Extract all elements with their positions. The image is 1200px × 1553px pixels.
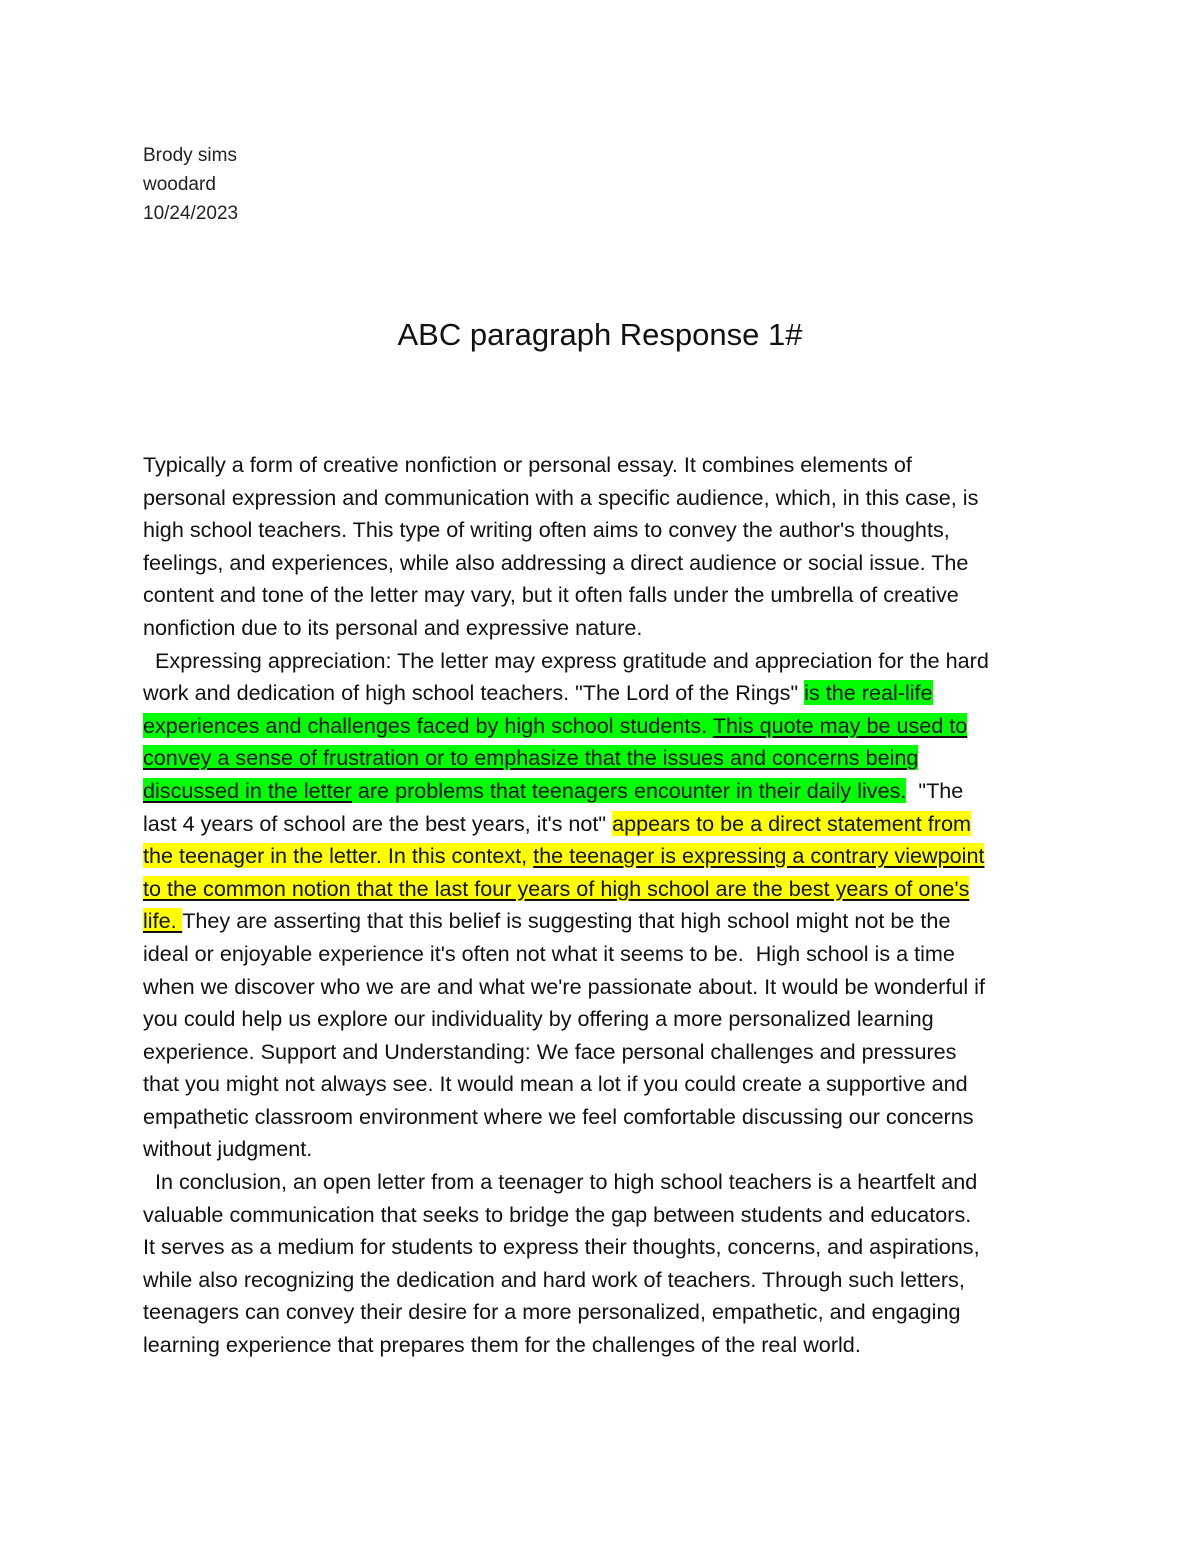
body-text-run: valuable communication that seeks to bridge the gap between students and educators. xyxy=(143,1201,972,1227)
body-line xyxy=(143,905,1073,938)
body-line xyxy=(143,742,1073,775)
body-line xyxy=(143,710,1073,743)
body-text-run: nonfiction due to its personal and expressive nature. xyxy=(143,614,643,640)
body-line xyxy=(143,547,1073,580)
green-highlight-text: This quote may be used to xyxy=(712,712,968,738)
body-line xyxy=(143,1133,1073,1166)
body-text-run: Expressing appreciation: The letter may express gratitude and appreciation for the hard xyxy=(143,647,989,673)
body-text-run: you could help us explore our individuality by offering a more personalized learning xyxy=(143,1006,934,1032)
green-highlight-text: are problems that teenagers encounter in their daily lives. xyxy=(351,777,907,803)
body-text-run: teenagers can convey their desire for a more personalized, empathetic, and engaging xyxy=(143,1299,961,1325)
body-line xyxy=(143,514,1073,547)
teacher-name: woodard xyxy=(143,174,216,195)
body-line xyxy=(143,1101,1073,1134)
body-line xyxy=(143,1068,1073,1101)
body-line xyxy=(143,1231,1073,1264)
body-text-run: Typically a form of creative nonfiction or personal essay. It combines elements of xyxy=(143,452,912,477)
body-line xyxy=(143,1296,1073,1329)
body-line xyxy=(143,1003,1073,1036)
body-text-run: experience. Support and Understanding: We face personal challenges and pressures xyxy=(143,1038,957,1064)
body-text-run: work and dedication of high school teachers. "The Lord of the Rings" xyxy=(143,680,805,706)
body-text-run: personal expression and communication with a specific audience, which, in this case, is xyxy=(143,484,979,510)
body-line xyxy=(143,1036,1073,1069)
green-highlight-text: convey a sense of frustration or to emphasize that the issues and concerns being xyxy=(143,745,919,771)
body-line xyxy=(143,938,1073,971)
yellow-highlight-text: appears to be a direct statement from xyxy=(612,810,971,836)
green-highlight-text: experiences and challenges faced by high school students. xyxy=(143,712,713,738)
green-highlight-text: discussed in the letter xyxy=(143,777,352,803)
body-text-run: They are asserting that this belief is suggesting that high school might not be the xyxy=(182,908,951,934)
body-line xyxy=(143,449,1073,482)
body-text-run: empathetic classroom environment where we feel comfortable discussing our concerns xyxy=(143,1103,974,1129)
body-line xyxy=(143,579,1073,612)
document-title: ABC paragraph Response 1# xyxy=(397,317,803,352)
body-text-run: when we discover who we are and what we're passionate about. It would be wonderful if xyxy=(143,973,985,999)
document-header xyxy=(143,141,238,228)
green-highlight-text: is the real-life xyxy=(804,680,933,706)
body-line xyxy=(143,1199,1073,1232)
document-date: 10/24/2023 xyxy=(143,203,239,224)
body-line xyxy=(143,612,1073,645)
body-line xyxy=(143,1264,1073,1297)
body-text-run: high school teachers. This type of writing often aims to convey the author's thoughts, xyxy=(143,517,950,543)
body-line xyxy=(143,840,1073,873)
body-line xyxy=(143,482,1073,515)
body-text-run: that you might not always see. It would mean a lot if you could create a supportive and xyxy=(143,1071,968,1097)
body-line xyxy=(143,1329,1073,1362)
body-text-run: It serves as a medium for students to express their thoughts, concerns, and aspirations, xyxy=(143,1234,980,1260)
yellow-highlight-text: the teenager in the letter. In this context, xyxy=(143,843,534,869)
body-line xyxy=(143,645,1073,678)
body-line xyxy=(143,808,1073,841)
body-text-run: last 4 years of school are the best years, it's not" xyxy=(143,810,613,836)
yellow-highlight-text: to the common notion that the last four years of high school are the best years of one's xyxy=(143,875,970,901)
body-line xyxy=(143,971,1073,1004)
body-line xyxy=(143,1166,1073,1199)
body-text-run: feelings, and experiences, while also addressing a direct audience or social issue. The xyxy=(143,549,969,575)
yellow-highlight-text: the teenager is expressing a contrary viewpoint xyxy=(533,843,985,869)
body-line xyxy=(143,677,1073,710)
body-text-run: without judgment. xyxy=(143,1136,313,1162)
body-text-run: learning experience that prepares them for the challenges of the real world. xyxy=(143,1332,861,1358)
body-text-run: while also recognizing the dedication and hard work of teachers. Through such letters, xyxy=(143,1266,965,1292)
author-name: Brody sims xyxy=(143,145,237,166)
body-text-run: "The xyxy=(906,777,964,803)
body-text-run: In conclusion, an open letter from a teenager to high school teachers is a heartfelt and xyxy=(143,1169,978,1195)
document-body xyxy=(143,449,1073,1362)
body-line xyxy=(143,775,1073,808)
body-text-run: content and tone of the letter may vary, but it often falls under the umbrella of creative xyxy=(143,582,959,608)
body-text-run: ideal or enjoyable experience it's often not what it seems to be. High school is a time xyxy=(143,940,955,966)
body-line xyxy=(143,873,1073,906)
yellow-highlight-text: life. xyxy=(143,908,183,934)
